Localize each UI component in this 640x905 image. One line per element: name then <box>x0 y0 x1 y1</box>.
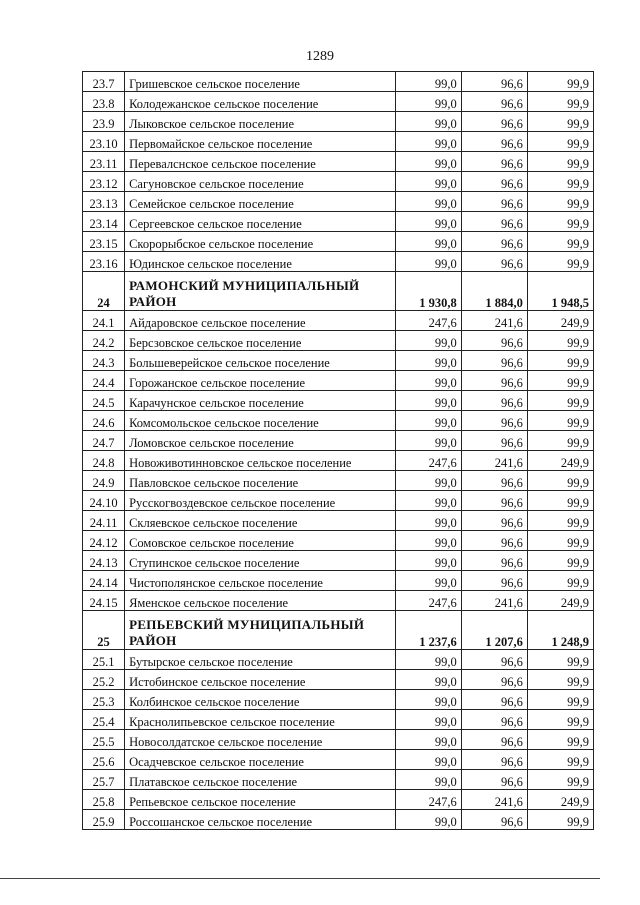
value-col3-cell: 99,9 <box>527 212 593 232</box>
value-col1-cell: 99,0 <box>395 770 461 790</box>
value-col2-cell: 1 207,6 <box>461 611 527 650</box>
value-col1-cell: 247,6 <box>395 311 461 331</box>
value-col1-cell: 1 930,8 <box>395 272 461 311</box>
row-number-cell: 23.8 <box>83 92 125 112</box>
value-col3-cell: 99,9 <box>527 471 593 491</box>
value-col2-cell: 241,6 <box>461 790 527 810</box>
table-row <box>83 451 594 471</box>
table-row <box>83 810 594 830</box>
value-col1-cell: 99,0 <box>395 172 461 192</box>
page-number: 1289 <box>306 49 334 64</box>
value-col3-cell: 99,9 <box>527 431 593 451</box>
table-row <box>83 471 594 491</box>
settlement-name-cell: Сомовское сельское поселение <box>125 531 396 551</box>
settlement-name-cell: Осадчевское сельское поселение <box>125 750 396 770</box>
value-col3-cell: 99,9 <box>527 511 593 531</box>
settlement-name-cell: Ступинское сельское поселение <box>125 551 396 571</box>
row-number-cell: 24.7 <box>83 431 125 451</box>
row-number-cell: 24.6 <box>83 411 125 431</box>
settlement-name-cell: Сергеевское сельское поселение <box>125 212 396 232</box>
table-row <box>83 132 594 152</box>
table-row <box>83 790 594 810</box>
row-number-cell: 24.10 <box>83 491 125 511</box>
settlement-name-cell: Краснолипьевское сельское поселение <box>125 710 396 730</box>
value-col2-cell: 96,6 <box>461 511 527 531</box>
value-col2-cell: 96,6 <box>461 770 527 790</box>
value-col1-cell: 99,0 <box>395 730 461 750</box>
value-col3-cell: 99,9 <box>527 750 593 770</box>
value-col2-cell: 96,6 <box>461 431 527 451</box>
value-col3-cell: 99,9 <box>527 670 593 690</box>
value-col3-cell: 99,9 <box>527 152 593 172</box>
table-row <box>83 351 594 371</box>
value-col2-cell: 96,6 <box>461 331 527 351</box>
value-col1-cell: 99,0 <box>395 431 461 451</box>
value-col2-cell: 96,6 <box>461 232 527 252</box>
value-col2-cell: 96,6 <box>461 551 527 571</box>
value-col2-cell: 96,6 <box>461 371 527 391</box>
settlement-name-cell: Лыковское сельское поселение <box>125 112 396 132</box>
settlement-name-cell: Карачунское сельское поселение <box>125 391 396 411</box>
value-col3-cell: 99,9 <box>527 650 593 670</box>
district-row <box>83 272 594 311</box>
value-col1-cell: 99,0 <box>395 491 461 511</box>
value-col2-cell: 96,6 <box>461 571 527 591</box>
table-row <box>83 252 594 272</box>
row-number-cell: 24.15 <box>83 591 125 611</box>
value-col3-cell: 99,9 <box>527 351 593 371</box>
table-row <box>83 571 594 591</box>
table-row <box>83 591 594 611</box>
value-col1-cell: 99,0 <box>395 112 461 132</box>
table-row <box>83 431 594 451</box>
value-col1-cell: 99,0 <box>395 232 461 252</box>
settlement-name-cell: Горожанское сельское поселение <box>125 371 396 391</box>
settlement-name-cell: Россошанское сельское поселение <box>125 810 396 830</box>
row-number-cell: 23.12 <box>83 172 125 192</box>
value-col2-cell: 96,6 <box>461 650 527 670</box>
value-col2-cell: 96,6 <box>461 411 527 431</box>
table-row <box>83 770 594 790</box>
row-number-cell: 25.6 <box>83 750 125 770</box>
value-col1-cell: 99,0 <box>395 351 461 371</box>
value-col2-cell: 96,6 <box>461 72 527 92</box>
table-row <box>83 192 594 212</box>
row-number-cell: 24.13 <box>83 551 125 571</box>
value-col1-cell: 247,6 <box>395 790 461 810</box>
value-col1-cell: 99,0 <box>395 371 461 391</box>
settlement-name-cell: Большеверейское сельское поселение <box>125 351 396 371</box>
table-row <box>83 331 594 351</box>
value-col1-cell: 99,0 <box>395 690 461 710</box>
value-col3-cell: 99,9 <box>527 810 593 830</box>
value-col2-cell: 241,6 <box>461 311 527 331</box>
value-col1-cell: 99,0 <box>395 551 461 571</box>
value-col2-cell: 96,6 <box>461 192 527 212</box>
value-col1-cell: 99,0 <box>395 331 461 351</box>
value-col2-cell: 96,6 <box>461 670 527 690</box>
row-number-cell: 24.3 <box>83 351 125 371</box>
value-col2-cell: 96,6 <box>461 491 527 511</box>
table-body <box>83 72 594 830</box>
value-col2-cell: 96,6 <box>461 112 527 132</box>
value-col3-cell: 99,9 <box>527 571 593 591</box>
row-number-cell: 23.14 <box>83 212 125 232</box>
row-number-cell: 23.10 <box>83 132 125 152</box>
settlement-name-cell: Айдаровское сельское поселение <box>125 311 396 331</box>
table-row <box>83 650 594 670</box>
value-col1-cell: 99,0 <box>395 750 461 770</box>
value-col2-cell: 96,6 <box>461 531 527 551</box>
row-number-cell: 25.4 <box>83 710 125 730</box>
value-col3-cell: 99,9 <box>527 252 593 272</box>
value-col3-cell: 249,9 <box>527 311 593 331</box>
row-number-cell: 24 <box>83 272 125 311</box>
table-row <box>83 391 594 411</box>
settlement-name-cell: Платавское сельское поселение <box>125 770 396 790</box>
row-number-cell: 23.11 <box>83 152 125 172</box>
value-col3-cell: 99,9 <box>527 770 593 790</box>
table-row <box>83 511 594 531</box>
settlement-name-cell: Репьевское сельское поселение <box>125 790 396 810</box>
table-row <box>83 551 594 571</box>
value-col2-cell: 96,6 <box>461 172 527 192</box>
value-col2-cell: 96,6 <box>461 92 527 112</box>
settlement-name-cell: Берсзовское сельское поселение <box>125 331 396 351</box>
row-number-cell: 24.9 <box>83 471 125 491</box>
value-col3-cell: 99,9 <box>527 371 593 391</box>
row-number-cell: 25.7 <box>83 770 125 790</box>
settlement-name-cell: Гришевское сельское поселение <box>125 72 396 92</box>
row-number-cell: 23.7 <box>83 72 125 92</box>
value-col1-cell: 99,0 <box>395 710 461 730</box>
value-col3-cell: 99,9 <box>527 72 593 92</box>
value-col1-cell: 1 237,6 <box>395 611 461 650</box>
value-col1-cell: 99,0 <box>395 92 461 112</box>
value-col3-cell: 99,9 <box>527 192 593 212</box>
table-row <box>83 92 594 112</box>
row-number-cell: 25.1 <box>83 650 125 670</box>
row-number-cell: 24.11 <box>83 511 125 531</box>
settlement-name-cell: Семейское сельское поселение <box>125 192 396 212</box>
value-col3-cell: 99,9 <box>527 411 593 431</box>
settlement-name-cell: Яменское сельское поселение <box>125 591 396 611</box>
settlement-name-cell: РАМОНСКИЙ МУНИЦИПАЛЬНЫЙ РАЙОН <box>125 272 396 311</box>
value-col1-cell: 99,0 <box>395 411 461 431</box>
row-number-cell: 25.8 <box>83 790 125 810</box>
table-row <box>83 690 594 710</box>
settlement-name-cell: Ломовское сельское поселение <box>125 431 396 451</box>
settlement-budget-table <box>82 71 594 830</box>
settlement-name-cell: Перевалснское сельское поселение <box>125 152 396 172</box>
settlement-name-cell: Колбинское сельское поселение <box>125 690 396 710</box>
value-col1-cell: 99,0 <box>395 511 461 531</box>
settlement-name-cell: Первомайское сельское поселение <box>125 132 396 152</box>
value-col1-cell: 99,0 <box>395 72 461 92</box>
value-col3-cell: 249,9 <box>527 790 593 810</box>
value-col1-cell: 247,6 <box>395 451 461 471</box>
value-col3-cell: 249,9 <box>527 451 593 471</box>
value-col1-cell: 99,0 <box>395 192 461 212</box>
table-row <box>83 152 594 172</box>
table-row <box>83 72 594 92</box>
row-number-cell: 23.15 <box>83 232 125 252</box>
value-col3-cell: 99,9 <box>527 132 593 152</box>
value-col2-cell: 96,6 <box>461 212 527 232</box>
value-col3-cell: 1 948,5 <box>527 272 593 311</box>
value-col3-cell: 99,9 <box>527 690 593 710</box>
table-row <box>83 750 594 770</box>
value-col2-cell: 96,6 <box>461 252 527 272</box>
value-col1-cell: 99,0 <box>395 391 461 411</box>
settlement-name-cell: Сагуновское сельское поселение <box>125 172 396 192</box>
table-row <box>83 730 594 750</box>
value-col3-cell: 99,9 <box>527 531 593 551</box>
settlement-name-cell: Новоживотинновское сельское поселение <box>125 451 396 471</box>
value-col2-cell: 96,6 <box>461 471 527 491</box>
table-row <box>83 232 594 252</box>
value-col3-cell: 99,9 <box>527 730 593 750</box>
value-col3-cell: 99,9 <box>527 551 593 571</box>
district-row <box>83 611 594 650</box>
table-row <box>83 411 594 431</box>
value-col1-cell: 99,0 <box>395 670 461 690</box>
settlement-name-cell: Юдинское сельское поселение <box>125 252 396 272</box>
table-row <box>83 172 594 192</box>
settlement-name-cell: Скляевское сельское поселение <box>125 511 396 531</box>
value-col2-cell: 96,6 <box>461 351 527 371</box>
row-number-cell: 25.9 <box>83 810 125 830</box>
value-col1-cell: 99,0 <box>395 132 461 152</box>
value-col1-cell: 247,6 <box>395 591 461 611</box>
settlement-name-cell: Бутырское сельское поселение <box>125 650 396 670</box>
row-number-cell: 24.5 <box>83 391 125 411</box>
row-number-cell: 24.4 <box>83 371 125 391</box>
settlement-name-cell: РЕПЬЕВСКИЙ МУНИЦИПАЛЬНЫЙ РАЙОН <box>125 611 396 650</box>
value-col3-cell: 249,9 <box>527 591 593 611</box>
value-col2-cell: 96,6 <box>461 810 527 830</box>
value-col2-cell: 96,6 <box>461 132 527 152</box>
settlement-name-cell: Комсомольское сельское поселение <box>125 411 396 431</box>
row-number-cell: 23.13 <box>83 192 125 212</box>
value-col1-cell: 99,0 <box>395 650 461 670</box>
table-row <box>83 491 594 511</box>
table-row <box>83 371 594 391</box>
footer-divider <box>0 878 600 879</box>
settlement-name-cell: Скорорыбское сельское поселение <box>125 232 396 252</box>
value-col3-cell: 99,9 <box>527 112 593 132</box>
value-col2-cell: 96,6 <box>461 152 527 172</box>
row-number-cell: 24.1 <box>83 311 125 331</box>
value-col2-cell: 96,6 <box>461 710 527 730</box>
table-row <box>83 212 594 232</box>
value-col1-cell: 99,0 <box>395 212 461 232</box>
row-number-cell: 24.14 <box>83 571 125 591</box>
value-col3-cell: 99,9 <box>527 491 593 511</box>
value-col1-cell: 99,0 <box>395 571 461 591</box>
row-number-cell: 25 <box>83 611 125 650</box>
settlement-name-cell: Павловское сельское поселение <box>125 471 396 491</box>
value-col2-cell: 96,6 <box>461 391 527 411</box>
settlement-name-cell: Истобинское сельское поселение <box>125 670 396 690</box>
row-number-cell: 23.9 <box>83 112 125 132</box>
row-number-cell: 25.5 <box>83 730 125 750</box>
row-number-cell: 23.16 <box>83 252 125 272</box>
table-row <box>83 670 594 690</box>
value-col3-cell: 99,9 <box>527 172 593 192</box>
value-col3-cell: 99,9 <box>527 331 593 351</box>
value-col3-cell: 99,9 <box>527 92 593 112</box>
value-col1-cell: 99,0 <box>395 152 461 172</box>
settlement-name-cell: Русскогвоздевское сельское поселение <box>125 491 396 511</box>
value-col1-cell: 99,0 <box>395 810 461 830</box>
value-col2-cell: 96,6 <box>461 690 527 710</box>
table-row <box>83 311 594 331</box>
value-col2-cell: 96,6 <box>461 730 527 750</box>
value-col2-cell: 1 884,0 <box>461 272 527 311</box>
row-number-cell: 24.12 <box>83 531 125 551</box>
value-col1-cell: 99,0 <box>395 531 461 551</box>
table-row <box>83 112 594 132</box>
value-col3-cell: 99,9 <box>527 232 593 252</box>
table-row <box>83 710 594 730</box>
row-number-cell: 25.3 <box>83 690 125 710</box>
row-number-cell: 25.2 <box>83 670 125 690</box>
settlement-name-cell: Колодежанское сельское поселение <box>125 92 396 112</box>
value-col1-cell: 99,0 <box>395 252 461 272</box>
row-number-cell: 24.2 <box>83 331 125 351</box>
settlement-name-cell: Новосолдатское сельское поселение <box>125 730 396 750</box>
value-col2-cell: 241,6 <box>461 591 527 611</box>
value-col2-cell: 96,6 <box>461 750 527 770</box>
settlement-name-cell: Чистополянское сельское поселение <box>125 571 396 591</box>
value-col3-cell: 99,9 <box>527 710 593 730</box>
value-col1-cell: 99,0 <box>395 471 461 491</box>
value-col2-cell: 241,6 <box>461 451 527 471</box>
row-number-cell: 24.8 <box>83 451 125 471</box>
table-row <box>83 531 594 551</box>
value-col3-cell: 1 248,9 <box>527 611 593 650</box>
value-col3-cell: 99,9 <box>527 391 593 411</box>
